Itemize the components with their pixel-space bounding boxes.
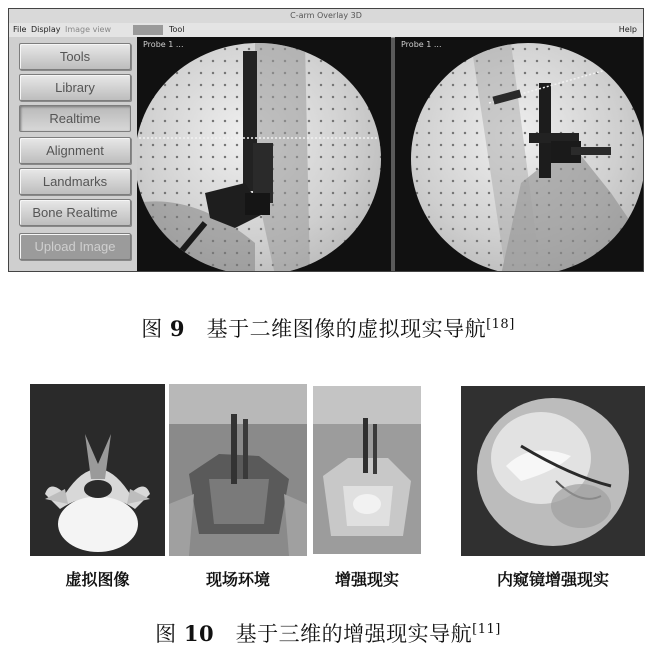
xray-scope-left xyxy=(137,43,381,271)
menu-tool[interactable]: Tool xyxy=(169,25,185,34)
figure9-caption xyxy=(0,313,656,343)
xray-content-right xyxy=(411,43,644,271)
menu-help[interactable]: Help xyxy=(618,25,637,34)
xray-content-left xyxy=(137,43,381,271)
landmarks-button[interactable]: Landmarks xyxy=(19,168,131,195)
caption10-text: 基于三维的增强现实导航 xyxy=(235,622,473,646)
endoscope-view xyxy=(461,386,645,556)
menu-image-view[interactable]: Image view xyxy=(65,25,112,34)
menu-display[interactable]: Display xyxy=(31,25,61,34)
library-button[interactable]: Library xyxy=(19,74,131,101)
bone-realtime-button[interactable]: Bone Realtime xyxy=(19,199,131,226)
caption9-text: 基于二维图像的虚拟现实导航 xyxy=(206,317,487,341)
viewport-right-title: Probe 1 ... xyxy=(401,40,442,49)
upload-image-button[interactable]: Upload Image xyxy=(19,233,131,260)
endoscopic-ar-panel xyxy=(461,386,645,556)
label-virtual-image: 虚拟图像 xyxy=(65,570,130,589)
fluoroscopy-viewport-right[interactable] xyxy=(395,37,644,271)
label-augmented-reality: 增强现实 xyxy=(334,570,399,589)
tools-button[interactable]: Tools xyxy=(19,43,131,70)
vertebra-render xyxy=(30,384,165,556)
realtime-button[interactable]: Realtime xyxy=(19,105,131,132)
caption10-ref: [11] xyxy=(472,622,501,637)
menu-bar xyxy=(9,23,643,38)
viewport-left-title: Probe 1 ... xyxy=(143,40,184,49)
label-real-scene: 现场环境 xyxy=(205,570,270,589)
label-endoscopic-ar: 内窥镜增强现实 xyxy=(496,570,609,589)
ar-overlay-photo xyxy=(313,386,421,554)
real-scene-panel xyxy=(169,384,307,556)
tool-sidebar xyxy=(9,37,137,271)
caption9-ref: [18] xyxy=(486,317,515,332)
fluoroscopy-viewport-left[interactable] xyxy=(137,37,391,271)
figure10-caption xyxy=(0,618,656,648)
menu-file[interactable]: File xyxy=(13,25,27,34)
xray-scope-right xyxy=(411,43,644,271)
caption10-prefix: 图 xyxy=(155,622,177,646)
navigation-software-screenshot xyxy=(8,8,644,272)
caption10-number: 10 xyxy=(183,621,215,646)
caption9-number: 9 xyxy=(169,316,186,341)
caption9-prefix: 图 xyxy=(141,317,163,341)
virtual-image-panel xyxy=(30,384,165,556)
window-title: C-arm Overlay 3D xyxy=(9,9,643,24)
alignment-button[interactable]: Alignment xyxy=(19,137,131,164)
surgical-field-photo xyxy=(169,384,307,556)
augmented-reality-panel xyxy=(313,386,421,554)
menu-highlight-block xyxy=(133,25,163,35)
